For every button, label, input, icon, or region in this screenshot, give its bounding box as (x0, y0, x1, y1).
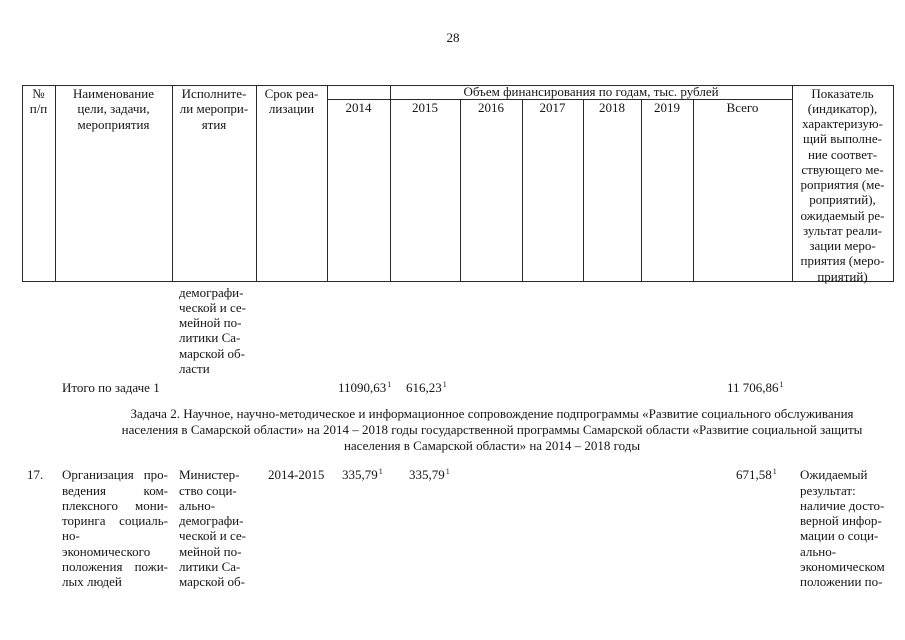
header-term-cell (256, 86, 327, 117)
task1-total-2015 (406, 380, 447, 395)
header-indicator-text: Показатель (811, 85, 874, 101)
header-year-2018: 2018 (599, 100, 625, 115)
row-name-text: торинга социаль- (62, 513, 168, 529)
table-column-border (893, 85, 894, 282)
header-name-text: цели, задачи, (77, 101, 150, 117)
row-executors-text: демографи- (179, 513, 244, 529)
row-name-text: ведения ком- (62, 482, 168, 498)
footnote-mark: 1 (442, 380, 447, 389)
row-executors-text: ство соци- (179, 482, 237, 498)
row-indicator-text: Ожидаемый (800, 467, 868, 483)
header-year-2019: 2019 (654, 100, 680, 115)
table-column-border (522, 99, 523, 282)
header-executors-text: ли меропри- (179, 101, 249, 117)
task1-total-2014-value: 11090,63 (338, 380, 387, 395)
header-executors-text: Исполните- (181, 86, 247, 101)
task1-total-2014 (338, 380, 391, 395)
row-name-text: положения пожи- (62, 558, 168, 574)
task2-heading-line: Задача 2. Научное, научно-методическое и информационное сопровождение подпрограммы «Развитие социального обслуживания (130, 406, 854, 421)
header-term-text: Срок реа- (264, 86, 319, 101)
row-executors-text: Министер- (179, 467, 240, 483)
header-indicator-text: ние соответ- (807, 146, 878, 162)
footnote-mark: 1 (378, 467, 383, 477)
row-term: 2014-2015 (268, 467, 325, 483)
continued-executors-text: ласти (179, 360, 210, 376)
row-total (736, 467, 777, 482)
row-indicator-text: мации о соци- (800, 528, 879, 544)
footnote-mark: 1 (772, 467, 777, 477)
header-year-2015: 2015 (412, 100, 438, 115)
header-indicator-text: (индикатор), (807, 100, 878, 116)
task1-total-2015-value: 616,23 (406, 380, 442, 395)
header-indicator-text: ствующего ме- (801, 161, 884, 177)
row-executors-text: литики Са- (179, 558, 241, 574)
header-indicator-text: роприятия (ме- (800, 177, 885, 192)
task1-total-sum (727, 380, 784, 395)
row-name-text: лых людей (62, 574, 122, 590)
header-indicator-text: роприятий), (809, 192, 876, 208)
task2-heading-line: населения в Самарской области» на 2014 – 2018 годы государственной программы Самарской области «Развитие социальной защиты (121, 422, 863, 437)
row-indicator-text: ально- (800, 543, 837, 559)
row-2015-value: 335,79 (409, 467, 445, 483)
row-2014 (342, 467, 383, 482)
header-name-text: мероприятия (77, 116, 150, 132)
header-number-text: п/п (29, 101, 48, 117)
header-executors-text: ятия (201, 116, 227, 132)
row-2015 (409, 467, 450, 482)
row-2014-value: 335,79 (342, 467, 378, 483)
task1-total-label: Итого по задаче 1 (62, 380, 160, 395)
header-total: Всего (726, 100, 759, 115)
header-indicator-text: зультат реали- (802, 222, 882, 238)
header-indicator-text: приятия (меро- (800, 253, 885, 269)
header-name-cell (55, 86, 172, 132)
table-column-border (641, 99, 642, 282)
row-name-cell (62, 467, 168, 589)
header-funding-title: Объем финансирования по годам, тыс. рублей (463, 84, 719, 99)
row-indicator-cell (800, 467, 885, 589)
header-indicator-text: приятий) (817, 268, 868, 284)
footnote-mark: 1 (779, 380, 784, 389)
row-indicator-text: результат: (800, 482, 856, 498)
continued-executors-text: мейной по- (179, 315, 242, 330)
header-term-text: лизации (268, 101, 315, 117)
task2-heading (92, 406, 892, 454)
table-header-bottom-border (22, 281, 894, 282)
header-year-2017: 2017 (539, 100, 566, 115)
continued-executors-cell (179, 285, 246, 377)
row-executors-text: марской об- (179, 574, 245, 590)
footnote-mark: 1 (445, 467, 450, 477)
row-indicator-text: наличие досто- (800, 497, 885, 513)
header-number-cell (22, 86, 55, 117)
row-name-text: плексного мони- (62, 497, 168, 513)
continued-executors-text: ческой и се- (179, 299, 246, 315)
table-column-border (583, 99, 584, 282)
row-executors-text: ческой и се- (179, 528, 246, 544)
row-name-text: экономического (62, 543, 151, 559)
footnote-mark: 1 (387, 380, 392, 389)
row-total-value: 671,58 (736, 467, 772, 483)
table-column-border (460, 99, 461, 282)
row-indicator-text: экономическом (800, 558, 885, 574)
continued-executors-text: марской об- (179, 345, 245, 361)
header-indicator-text: ожидаемый ре- (800, 207, 885, 223)
row-executors-cell (179, 467, 246, 589)
header-year-2014: 2014 (345, 100, 372, 115)
row-name-text: Организация про- (62, 467, 168, 483)
header-indicator-text: зации меро- (809, 238, 876, 253)
task1-total-sum-value: 11 706,86 (727, 380, 779, 395)
page-number: 28 (446, 30, 460, 45)
row-executors-text: мейной по- (179, 543, 242, 559)
table-column-border (693, 99, 694, 282)
row-number: 17. (27, 467, 44, 483)
row-name-text: но- (62, 528, 80, 544)
row-executors-text: ально- (179, 497, 216, 513)
header-indicator-cell (792, 86, 893, 284)
header-indicator-text: характеризую- (802, 116, 883, 131)
continued-executors-text: литики Са- (179, 330, 241, 346)
header-name-text: Наименование (73, 86, 154, 101)
continued-executors-text: демографи- (179, 284, 244, 300)
task2-heading-line: населения в Самарской области» на 2014 – 2018 годы (343, 438, 641, 453)
row-indicator-text: положении по- (800, 574, 883, 590)
header-number-text: № (32, 86, 45, 101)
header-year-2016: 2016 (478, 100, 504, 115)
header-indicator-text: щий выполне- (803, 131, 882, 147)
header-executors-cell (172, 86, 256, 132)
row-indicator-text: верной инфор- (800, 513, 882, 529)
